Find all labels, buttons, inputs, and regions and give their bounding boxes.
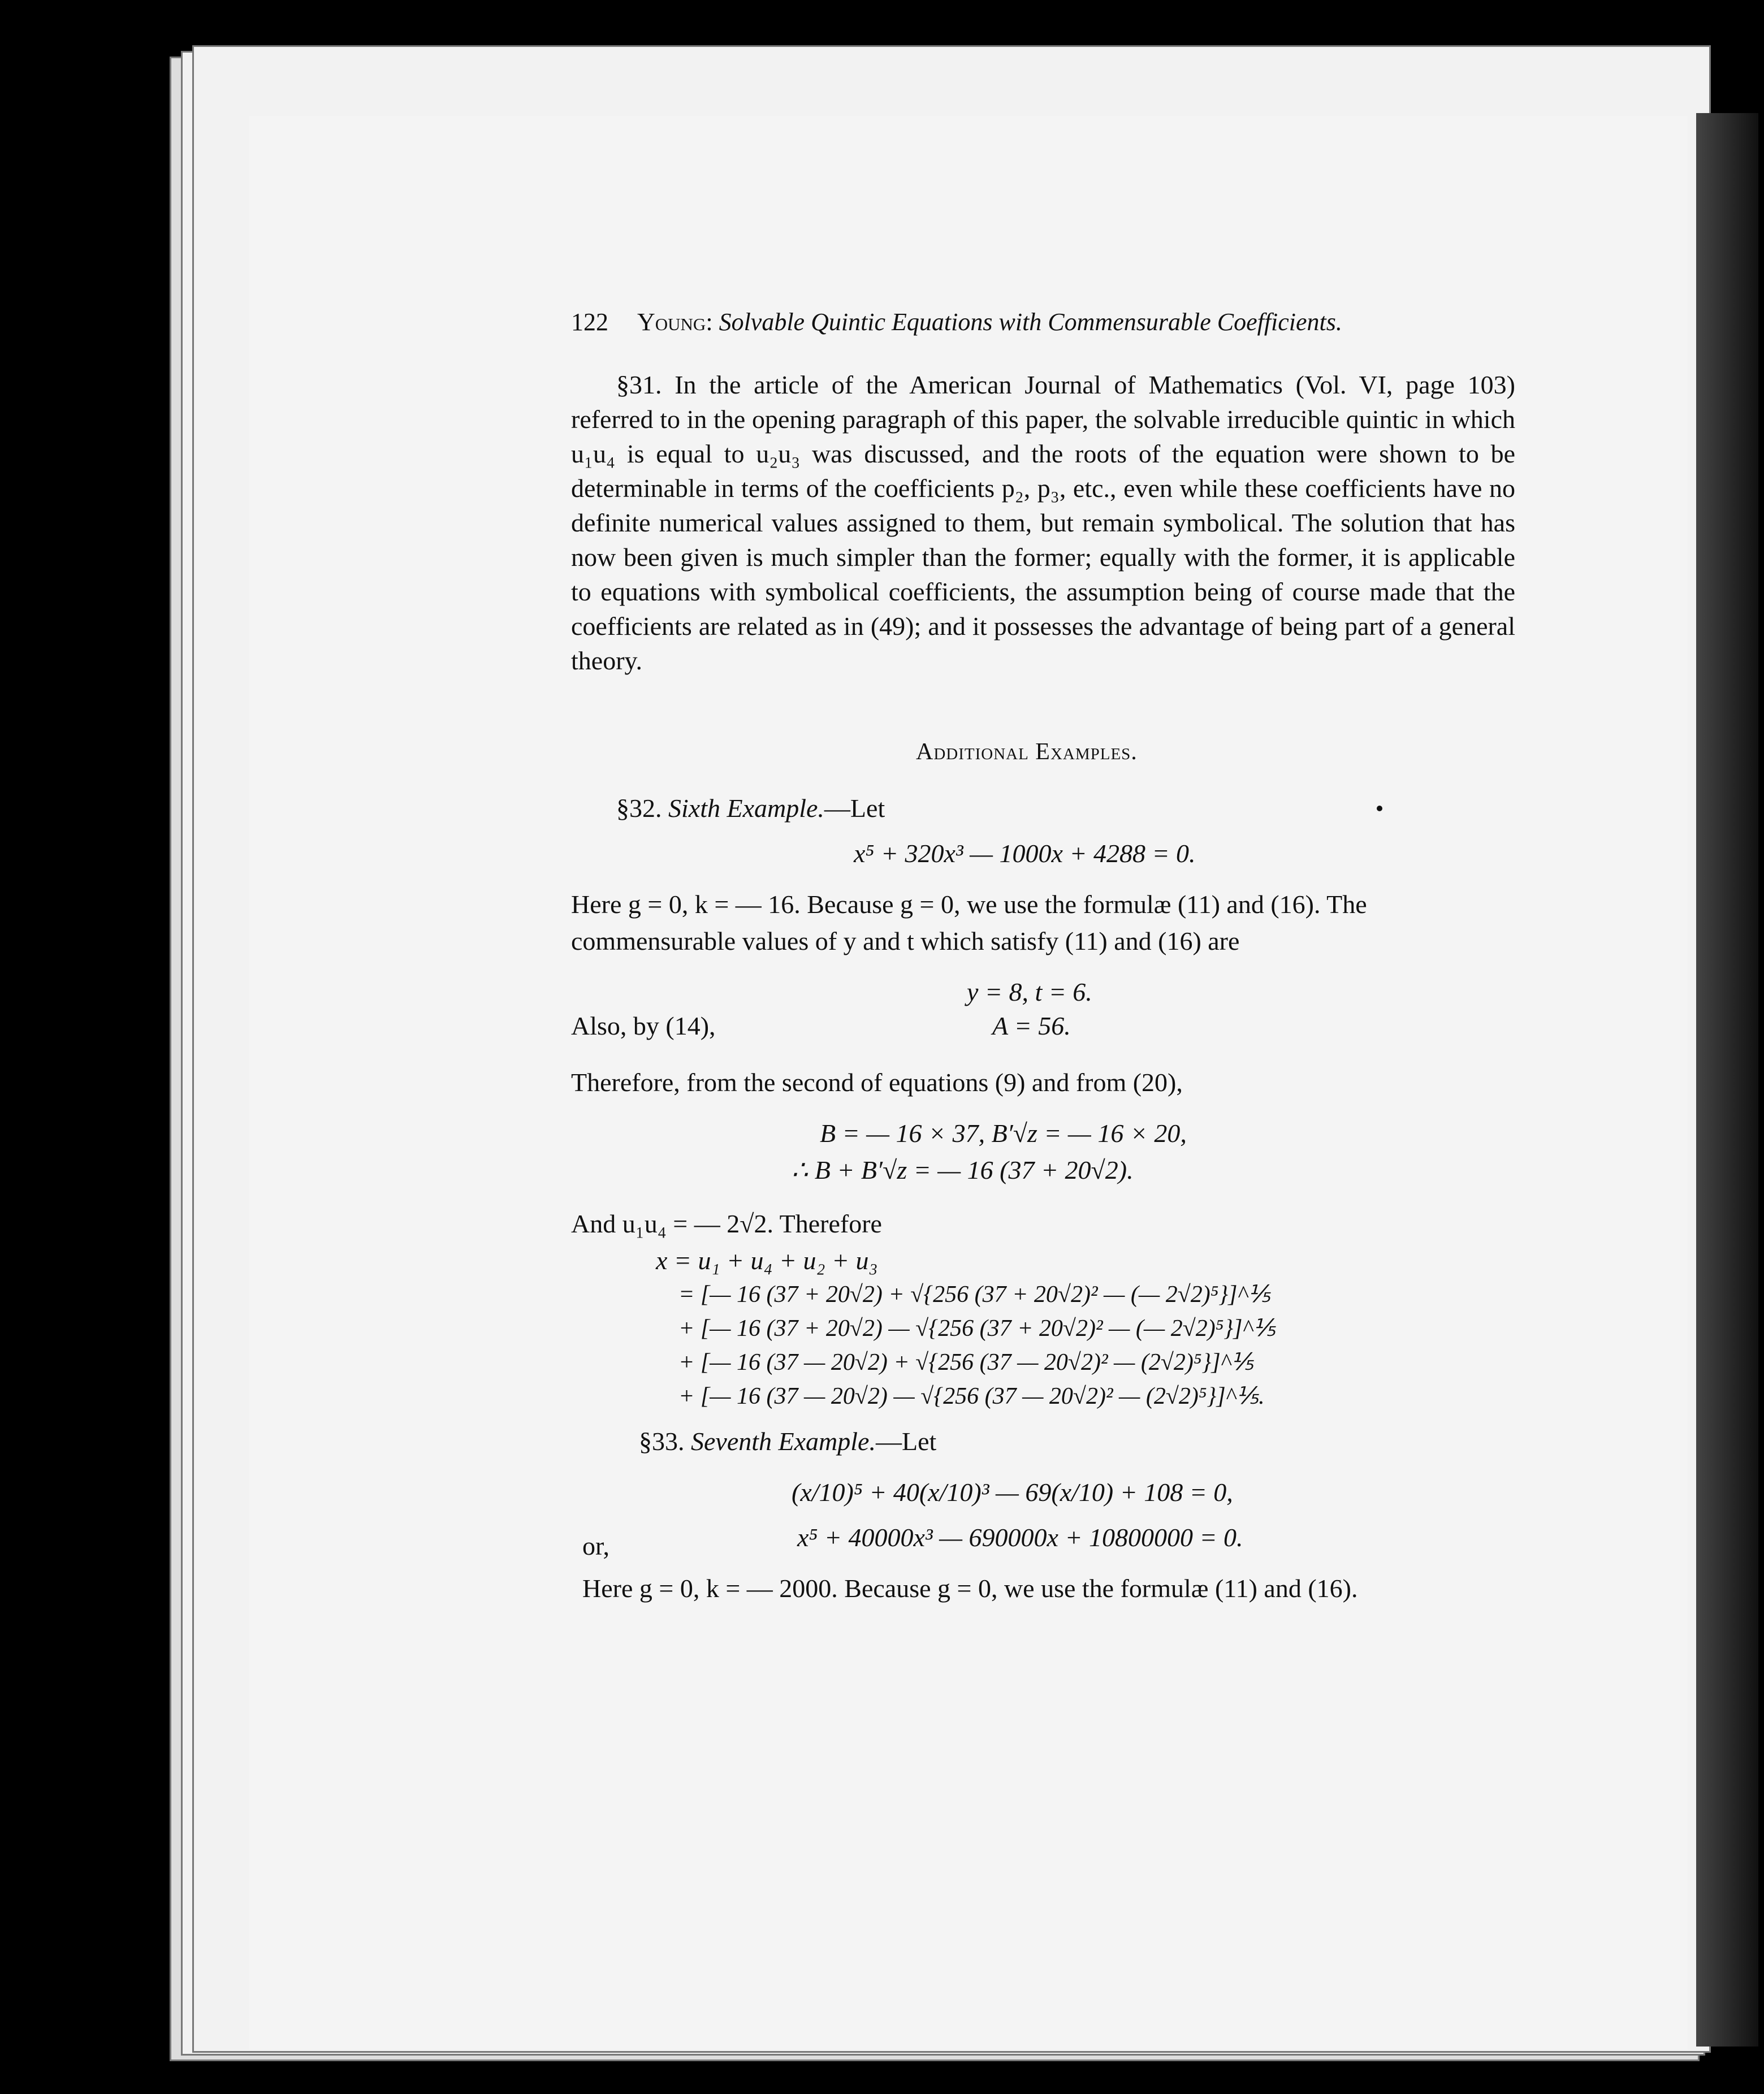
text-line: Also, by (14), bbox=[571, 1011, 716, 1040]
section-33-intro: §33. Seventh Example.—Let bbox=[639, 1427, 937, 1456]
equation-x: + [— 16 (37 — 20√2) + √{256 (37 — 20√2)² — (2√2)⁵}]^⅕ bbox=[678, 1349, 1254, 1375]
equation-seventh-expanded: x⁵ + 40000x³ — 690000x + 10800000 = 0. bbox=[797, 1523, 1243, 1552]
equation-seventh: (x/10)⁵ + 40(x/10)³ — 69(x/10) + 108 = 0, bbox=[792, 1478, 1233, 1507]
running-header: 122 Young: Solvable Quintic Equations with Commensurable Coefficients. bbox=[571, 308, 1342, 336]
section-heading: Additional Examples. bbox=[916, 739, 1138, 765]
equation-x: x = u₁ + u₄ + u₂ + u₃ bbox=[656, 1246, 878, 1275]
page-shadow bbox=[1696, 113, 1758, 2047]
equation-yt: y = 8, t = 6. bbox=[967, 977, 1092, 1006]
text-line: And u₁u₄ = — 2√2. Therefore bbox=[571, 1209, 882, 1238]
equation-sixth: x⁵ + 320x³ — 1000x + 4288 = 0. bbox=[854, 839, 1196, 868]
page-number: 122 bbox=[571, 308, 608, 336]
text-line: Here g = 0, k = — 16. Because g = 0, we use the formulæ (11) and (16). The bbox=[571, 890, 1367, 919]
section-32-intro: §32. Sixth Example.—Let bbox=[616, 794, 885, 823]
equation-x: + [— 16 (37 + 20√2) — √{256 (37 + 20√2)² — (— 2√2)⁵}]^⅕ bbox=[678, 1316, 1276, 1342]
equation-BB: ∴ B + B′√z = — 16 (37 + 20√2). bbox=[792, 1156, 1134, 1184]
equation-x: + [— 16 (37 — 20√2) — √{256 (37 — 20√2)² — (2√2)⁵}]^⅕. bbox=[678, 1383, 1265, 1409]
section-31-paragraph: §31. In the article of the American Journal of Mathematics (Vol. VI, page 103) referred to in the opening paragraph of this paper, the solvable irreducible quintic in which u₁u₄ is equal to u₂u₃ was discussed, and the roots of the equation were shown to be determinable in terms of the coefficients p₂, p₃, etc., even while these coefficients have no definite numerical values assigned to them, but remain symbolical. The solution that has now been given is much simpler than the former; equally with the former, it is applicable to equations with symbolical coefficients, the assumption being of course made that the coefficients are related as in (49); and it possesses the advantage of being part of a general theory. bbox=[571, 370, 1515, 675]
equation-A: A = 56. bbox=[992, 1011, 1071, 1040]
text-line: commensurable values of y and t which satisfy (11) and (16) are bbox=[571, 927, 1240, 955]
header-author: Young bbox=[637, 308, 706, 336]
header-title: Solvable Quintic Equations with Commensurable Coefficients. bbox=[719, 308, 1342, 336]
ink-speck bbox=[1377, 806, 1382, 811]
text-line: or, bbox=[582, 1531, 609, 1560]
equation-x: = [— 16 (37 + 20√2) + √{256 (37 + 20√2)² — (— 2√2)⁵}]^⅕ bbox=[678, 1282, 1270, 1308]
equation-B: B = — 16 × 37, B′√z = — 16 × 20, bbox=[820, 1119, 1187, 1148]
text-line: Here g = 0, k = — 2000. Because g = 0, we use the formulæ (11) and (16). bbox=[582, 1574, 1358, 1603]
text-line: Therefore, from the second of equations (9) and from (20), bbox=[571, 1068, 1183, 1097]
